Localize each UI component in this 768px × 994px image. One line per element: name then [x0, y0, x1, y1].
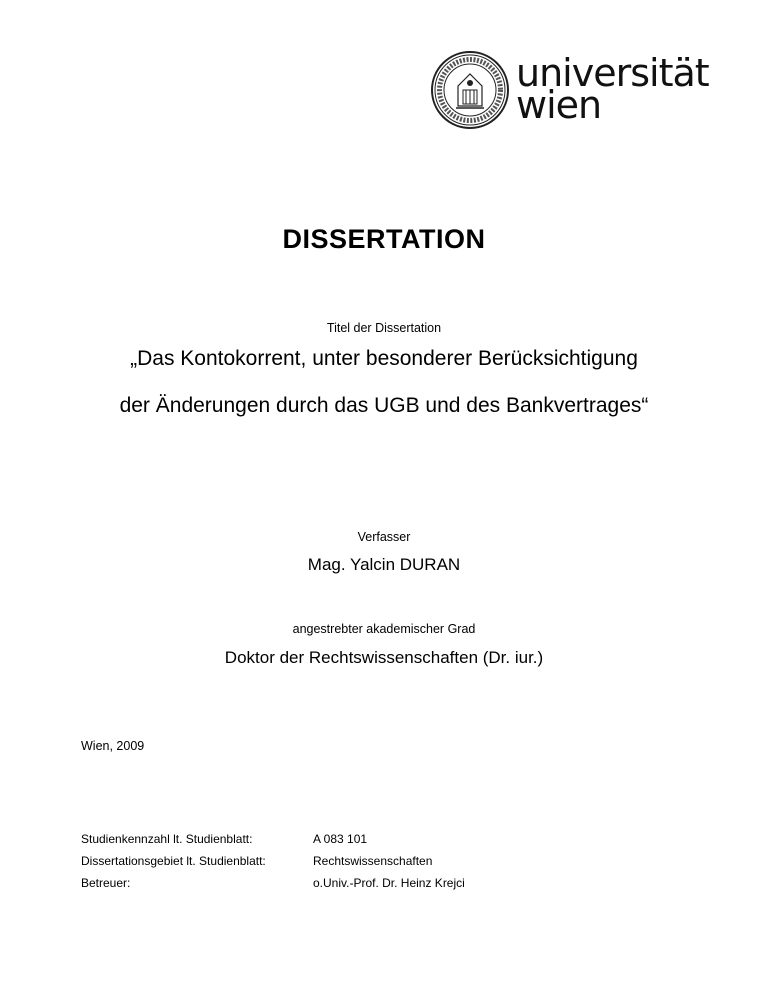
logo-wordmark-line2: wien [516, 83, 602, 127]
university-logo [430, 50, 710, 130]
university-seal-icon [430, 50, 510, 130]
info-label-study-code: Studienkennzahl lt. Studienblatt: [81, 832, 253, 846]
document-type-heading: DISSERTATION [282, 224, 486, 254]
logo-wordmark-line1: universität [516, 51, 709, 95]
info-label-supervisor: Betreuer: [81, 876, 131, 890]
info-value-study-code: A 083 101 [313, 832, 368, 846]
place-date: Wien, 2009 [81, 739, 145, 753]
author-name: Mag. Yalcin DURAN [307, 555, 461, 574]
title-line-1: „Das Kontokorrent, unter besonderer Berücksichtigung [130, 347, 638, 370]
title-label: Titel der Dissertation [326, 321, 442, 335]
info-value-field: Rechtswissenschaften [313, 854, 433, 868]
info-label-field: Dissertationsgebiet lt. Studienblatt: [81, 854, 266, 868]
info-value-supervisor: o.Univ.-Prof. Dr. Heinz Krejci [313, 876, 465, 890]
title-line-2: der Änderungen durch das UGB und des Bankvertrages“ [119, 394, 649, 417]
author-label: Verfasser [357, 530, 411, 544]
degree-label: angestrebter akademischer Grad [292, 622, 476, 636]
degree-name: Doktor der Rechtswissenschaften (Dr. iur.) [224, 648, 544, 667]
